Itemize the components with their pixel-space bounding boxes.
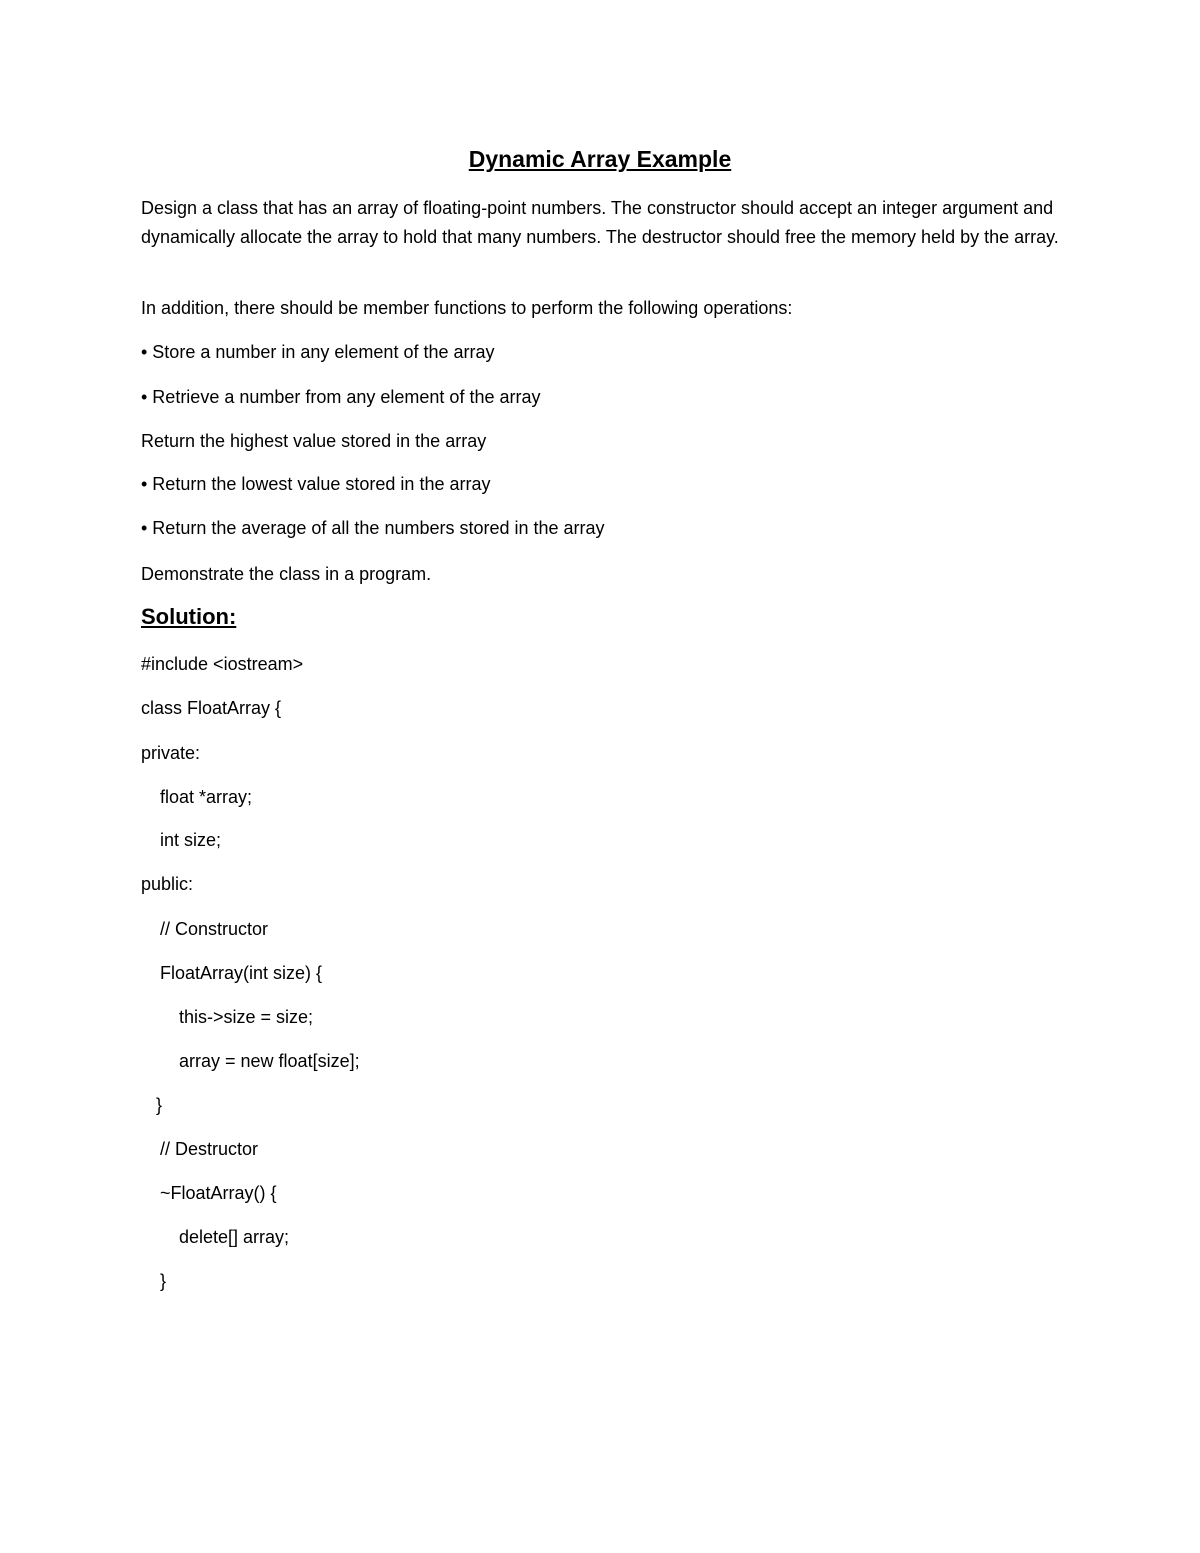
code-line: this->size = size;: [179, 1007, 314, 1027]
code-line: delete[] array;: [179, 1227, 290, 1247]
code-line: private:: [141, 743, 201, 763]
list-item: • Retrieve a number from any element of the array: [141, 387, 541, 407]
code-line: public:: [141, 874, 194, 894]
code-line: }: [160, 1271, 167, 1291]
code-line: ~FloatArray() {: [160, 1183, 277, 1203]
code-line: #include <iostream>: [141, 654, 304, 674]
code-line: // Destructor: [160, 1139, 259, 1159]
operations-intro: In addition, there should be member functions to perform the following operations:: [141, 298, 793, 318]
list-item: Return the highest value stored in the array: [141, 431, 487, 451]
list-item: • Return the average of all the numbers stored in the array: [141, 518, 605, 538]
code-line: }: [156, 1095, 163, 1115]
code-line: float *array;: [160, 787, 253, 807]
list-item: • Return the lowest value stored in the array: [141, 474, 491, 494]
solution-heading: Solution:: [141, 604, 237, 629]
code-line: class FloatArray {: [141, 698, 282, 718]
document-title: Dynamic Array Example: [468, 146, 732, 172]
code-line: // Constructor: [160, 919, 269, 939]
intro-paragraph: Design a class that has an array of floating-point numbers. The constructor should accept an integer argument and dynamically allocate the array to hold that many numbers. The destructor should free the memory held by the array.: [141, 198, 1059, 247]
code-line: array = new float[size];: [179, 1051, 360, 1071]
closing-sentence: Demonstrate the class in a program.: [141, 564, 432, 584]
code-line: int size;: [160, 830, 222, 850]
list-item: • Store a number in any element of the array: [141, 342, 495, 362]
code-line: FloatArray(int size) {: [160, 963, 323, 983]
